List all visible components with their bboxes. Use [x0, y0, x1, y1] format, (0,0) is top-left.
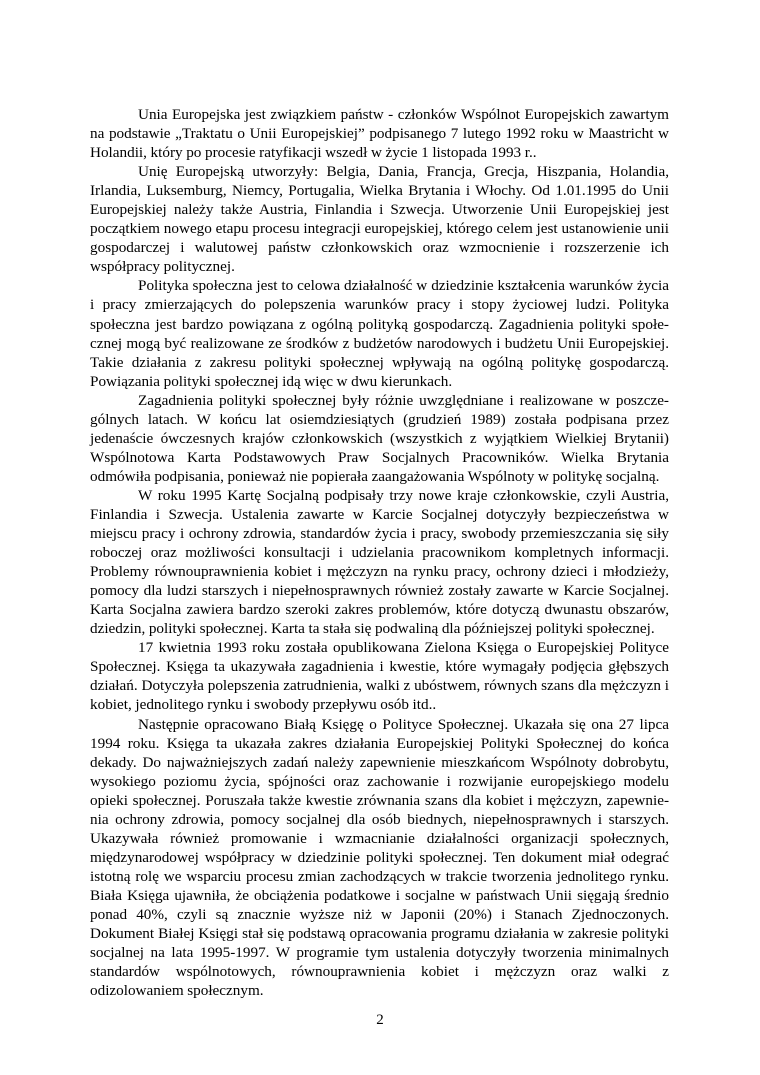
paragraph-white-paper: Następnie opracowano Białą Księgę o Polityce Społecznej. Ukazała się ona 27 lipca 1994 roku. Księga ta ukazała zakres działania Europejskiej Polityki Społecznej do końca dekady. Do najważniejszych zadań należy zapewnienie mieszkańcom Wspólnoty dobrobytu, wysokiego poziomu życia, spójności oraz zachowanie i rozwijanie europejskiego modelu opieki społecznej. Poruszała także kwestie zrównania szans dla kobiet i mężczyzn, zapewnie-nia ochrony zdrowia, pomocy socjalnej dla osób biednych, niepełnosprawnych i starszych. Ukazywała również promowanie i wzmacnianie działalności organizacji społecznych, międzynarodowej współpracy w dziedzinie polityki społecznej. Ten dokument miał odegrać istotną rolę we wsparciu procesu zmian zachodzących w trakcie tworzenia jednolitego rynku. Biała Księga ujawniła, że obciążenia podatkowe i socjalne w państwach Unii sięgają średnio ponad 40%, czyli są znacznie wyższe niż w Japonii (20%) i Stanach Zjednoczonych. Dokument Białej Księgi stał się podstawą opracowania programu działania w zakresie polityki socjalnej na lata 1995-1997. W programie tym ustalenia dotyczyły tworzenia minimalnych standardów wspólnotowych, równouprawnienia kobiet i mężczyzn oraz walki z odizolowaniem społecznym. — [90, 715, 669, 1000]
document-body — [90, 105, 669, 1000]
paragraph-member-states: Unię Europejską utworzyły: Belgia, Dania, Francja, Grecja, Hiszpania, Holandia, Irlandia, Luksemburg, Niemcy, Portugalia, Wielka Brytania i Włochy. Od 1.01.1995 do Unii Europejskiej należy także Austria, Finlandia i Szwecja. Utworzenie Unii Europejskiej jest początkiem nowego etapu procesu integracji europejskiej, którego celem jest ustanowienie unii gospodarczej i walutowej państw członkowskich oraz wzmocnienie i rozszerzenie ich współpracy politycznej. — [90, 163, 669, 276]
page-number: 2 — [376, 1012, 384, 1028]
paragraph-green-paper: 17 kwietnia 1993 roku została opublikowana Zielona Księga o Europejskiej Polityce Społecznej. Księga ta ukazywała zagadnienia i kwestie, które wymagały podjęcia głębszych działań. Dotyczyła polepszenia zatrudnienia, walki z ubóstwem, równych szans dla mężczyzn i kobiet, jednolitego rynku i swobody przepływu osób itd.. — [90, 639, 669, 714]
paragraph-social-policy-definition: Polityka społeczna jest to celowa działalność w dziedzinie kształcenia warunków życia i pracy zmierzających do polepszenia warunków pracy i stopy życiowej ludzi. Polityka społeczna jest bardzo powiązana z ogólną polityką gospodarczą. Zagadnienia polityki społe-cznej mogą być realizowane ze środków z budżetów narodowych i budżetu Unii Europejskiej. Takie działania z zakresu polityki społecznej wpływają na ogólną politykę gospodarczą. Powiązania polityki społecznej idą więc w dwu kierunkach. — [90, 277, 669, 390]
paragraph-eu-definition: Unia Europejska jest związkiem państw - członków Wspólnot Europejskich zawartym na podstawie „Traktatu o Unii Europejskiej” podpisanego 7 lutego 1992 roku w Maastricht w Holandii, który po procesie ratyfikacji wszedł w życie 1 listopada 1993 r.. — [90, 106, 669, 162]
paragraph-social-charter-1995: W roku 1995 Kartę Socjalną podpisały trzy nowe kraje członkowskie, czyli Austria, Finlandia i Szwecja. Ustalenia zawarte w Karcie Socjalnej dotyczyły bezpieczeństwa w miejscu pracy i ochrony zdrowia, standardów życia i pracy, swobody przemieszczania się siły roboczej oraz możliwości konsultacji i udzielania pracownikom kompletnych informacji. Problemy równouprawnienia kobiet i mężczyzn na rynku pracy, ochrony dzieci i młodzieży, pomocy dla ludzi starszych i niepełnosprawnych również zostały zawarte w Karcie Socjalnej. Karta Socjalna zawiera bardzo szeroki zakres problemów, które dotyczą dwunastu obszarów, dziedzin, polityki społecznej. Karta ta stała się podwaliną dla późniejszej polityki społecznej. — [90, 486, 669, 638]
paragraph-social-charter-history: Zagadnienia polityki społecznej były różnie uwzględniane i realizowane w poszcze-gólnych latach. W końcu lat osiemdziesiątych (grudzień 1989) została podpisana przez jedenaście ówczesnych krajów członkowskich (wszystkich z wyjątkiem Wielkiej Brytanii) Wspólnotowa Karta Podstawowych Praw Socjalnych Pracowników. Wielka Brytania odmówiła podpisania, ponieważ nie popierała zaangażowania Wspólnoty w politykę socjalną. — [90, 391, 669, 485]
